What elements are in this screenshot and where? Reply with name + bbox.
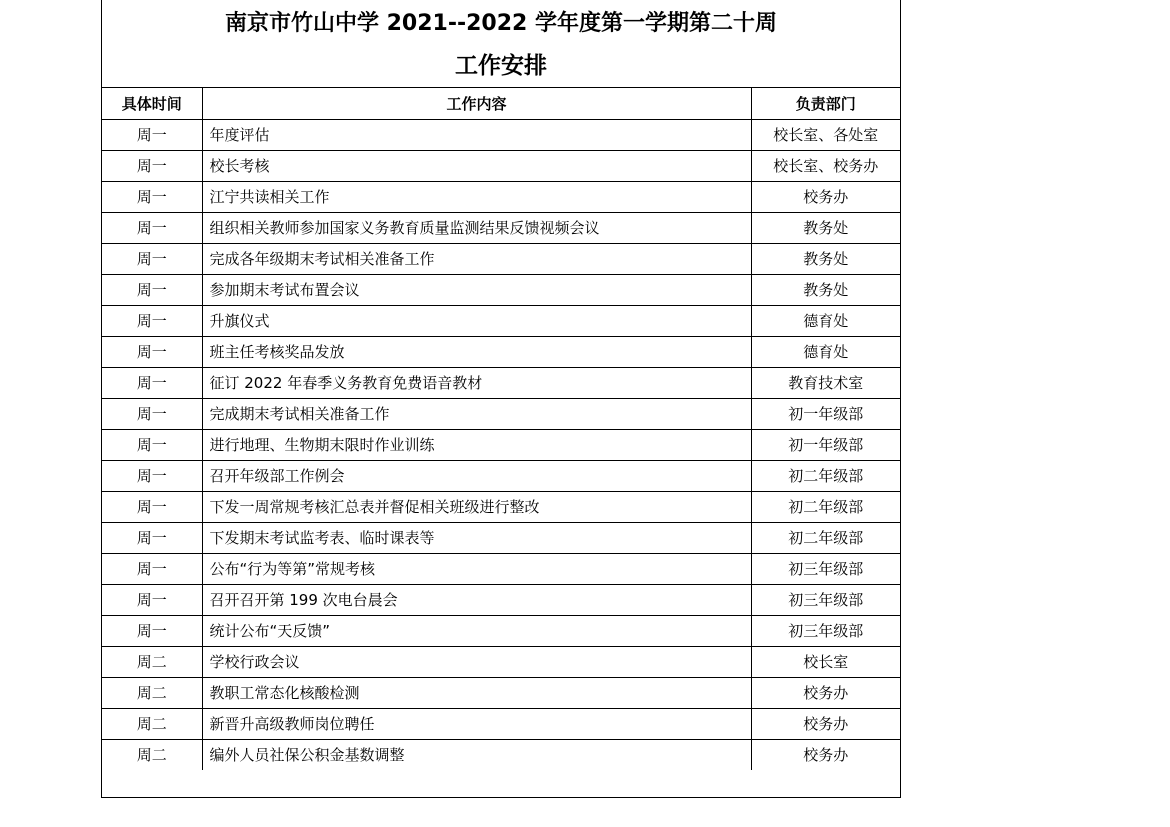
table-row [102,677,900,708]
cell-dept: 教育技术室 [751,367,900,398]
cell-content: 校长考核 [202,150,751,181]
cell-time: 周二 [102,677,202,708]
cell-content: 班主任考核奖品发放 [202,336,751,367]
cell-dept: 校长室 [751,646,900,677]
cell-time: 周一 [102,243,202,274]
cell-content: 组织相关教师参加国家义务教育质量监测结果反馈视频会议 [202,212,751,243]
cell-content: 进行地理、生物期末限时作业训练 [202,429,751,460]
cell-time: 周二 [102,646,202,677]
cell-dept: 初三年级部 [751,553,900,584]
cell-dept: 校务办 [751,677,900,708]
table-row [102,491,900,522]
schedule-table [102,88,900,770]
cell-dept: 校务办 [751,708,900,739]
cell-dept: 初二年级部 [751,491,900,522]
cell-content: 升旗仪式 [202,305,751,336]
table-row [102,119,900,150]
cell-dept: 校长室、各处室 [751,119,900,150]
cell-dept: 初三年级部 [751,584,900,615]
cell-time: 周一 [102,274,202,305]
table-row [102,429,900,460]
table-row [102,553,900,584]
cell-content: 完成期末考试相关准备工作 [202,398,751,429]
cell-content: 下发期末考试监考表、临时课表等 [202,522,751,553]
document-subtitle: 工作安排 [455,53,547,79]
cell-dept: 初二年级部 [751,522,900,553]
cell-content: 教职工常态化核酸检测 [202,677,751,708]
cell-time: 周一 [102,119,202,150]
table-row [102,398,900,429]
cell-time: 周一 [102,181,202,212]
cell-content: 年度评估 [202,119,751,150]
cell-dept: 校务办 [751,739,900,770]
document-title: 南京市竹山中学 2021--2022 学年度第一学期第二十周 [224,11,778,36]
cell-content: 统计公布“天反馈” [202,615,751,646]
cell-dept: 教务处 [751,243,900,274]
cell-time: 周一 [102,615,202,646]
cell-time: 周二 [102,739,202,770]
table-header-row [102,88,900,119]
cell-dept: 德育处 [751,336,900,367]
table-row [102,367,900,398]
cell-content: 学校行政会议 [202,646,751,677]
cell-time: 周一 [102,522,202,553]
cell-content: 新晋升高级教师岗位聘任 [202,708,751,739]
cell-time: 周一 [102,367,202,398]
table-row [102,460,900,491]
cell-time: 周一 [102,460,202,491]
cell-time: 周一 [102,336,202,367]
cell-dept: 教务处 [751,212,900,243]
table-row [102,274,900,305]
table-row [102,615,900,646]
cell-dept: 教务处 [751,274,900,305]
cell-content: 公布“行为等第”常规考核 [202,553,751,584]
cell-time: 周一 [102,398,202,429]
cell-dept: 初二年级部 [751,460,900,491]
table-row [102,305,900,336]
schedule-sheet [101,0,901,798]
table-row [102,336,900,367]
table-row [102,150,900,181]
cell-time: 周一 [102,150,202,181]
cell-content: 征订 2022 年春季义务教育免费语音教材 [202,367,751,398]
cell-time: 周一 [102,212,202,243]
header-dept: 负责部门 [751,88,900,119]
table-row [102,584,900,615]
cell-content: 参加期末考试布置会议 [202,274,751,305]
table-row [102,739,900,770]
cell-content: 召开年级部工作例会 [202,460,751,491]
cell-content: 完成各年级期末考试相关准备工作 [202,243,751,274]
cell-time: 周一 [102,584,202,615]
cell-content: 编外人员社保公积金基数调整 [202,739,751,770]
cell-time: 周一 [102,553,202,584]
cell-dept: 校务办 [751,181,900,212]
table-row [102,181,900,212]
table-row [102,243,900,274]
cell-content: 江宁共读相关工作 [202,181,751,212]
cell-dept: 初三年级部 [751,615,900,646]
cell-content: 下发一周常规考核汇总表并督促相关班级进行整改 [202,491,751,522]
cell-content: 召开召开第 199 次电台晨会 [202,584,751,615]
header-content: 工作内容 [202,88,751,119]
cell-dept: 初一年级部 [751,429,900,460]
header-time: 具体时间 [102,88,202,119]
table-row [102,522,900,553]
table-row [102,708,900,739]
cell-dept: 初一年级部 [751,398,900,429]
cell-time: 周一 [102,491,202,522]
cell-time: 周二 [102,708,202,739]
cell-time: 周一 [102,305,202,336]
title-block [102,0,900,88]
cell-time: 周一 [102,429,202,460]
cell-dept: 德育处 [751,305,900,336]
cell-dept: 校长室、校务办 [751,150,900,181]
table-row [102,212,900,243]
table-row [102,646,900,677]
